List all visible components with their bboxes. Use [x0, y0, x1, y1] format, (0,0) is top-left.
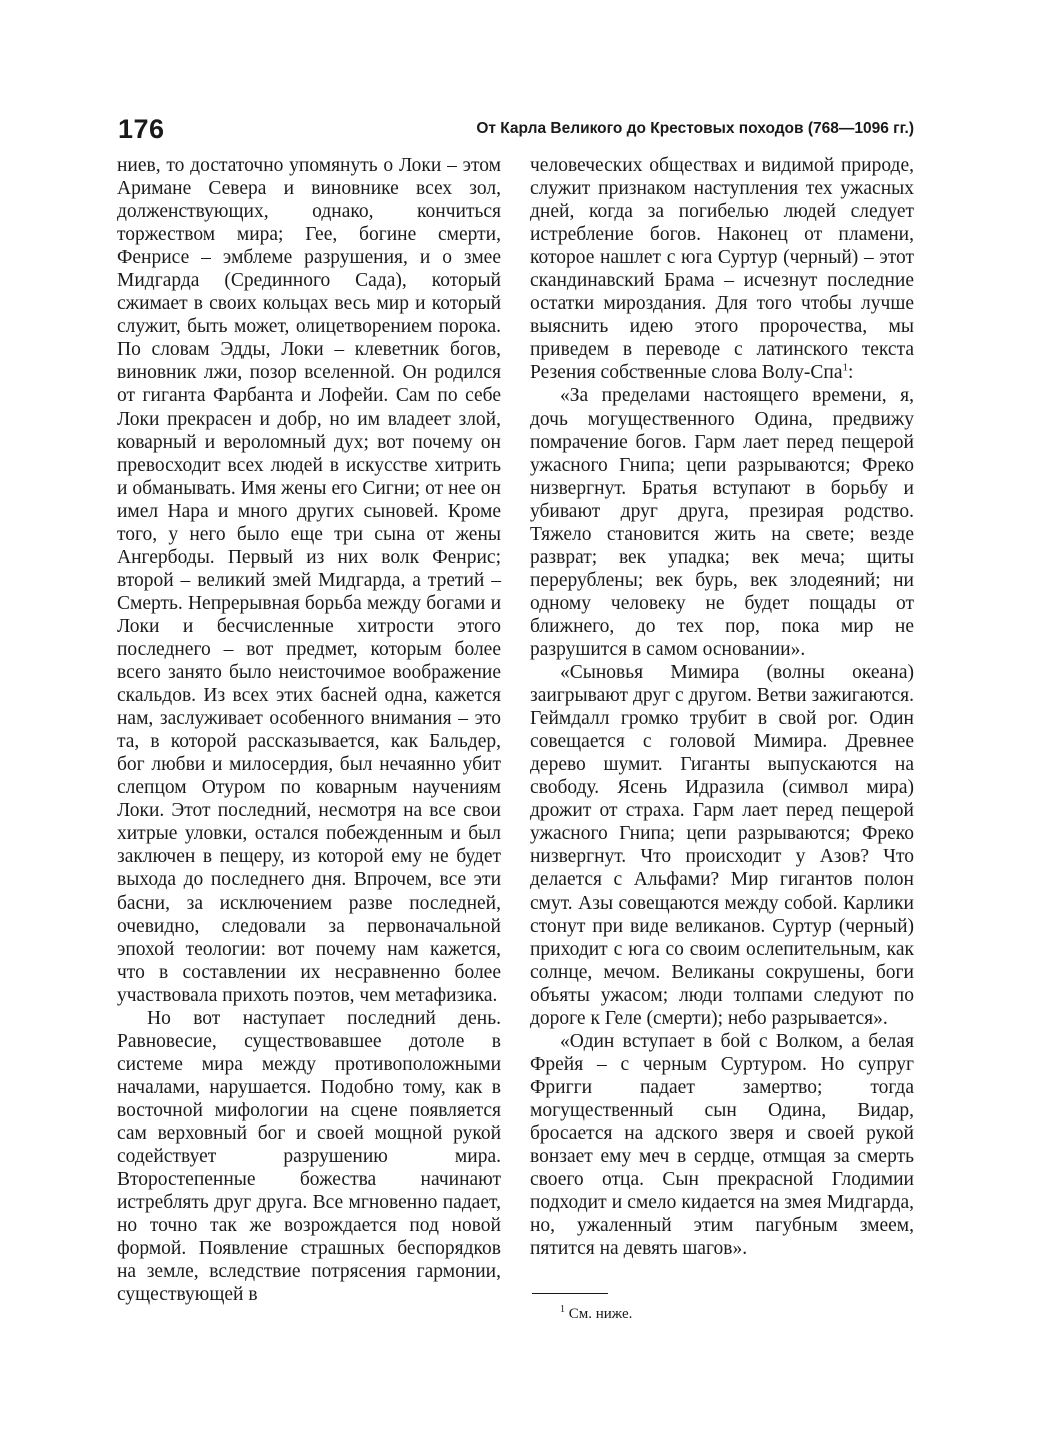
right-paragraph-1-end: :	[848, 362, 854, 384]
right-paragraph-4: «Один вступает в бой с Волком, а белая Фрейя – с черным Суртуром. Но супруг Фригги падает замертво; тогда могущественный сын Одина, Видар, бросается на адского зверя и своей рукой вонзает ему меч в сердце, отмщая за смерть своего отца. Сын прекрасной Глодимии подходит и смело кидается на змея Мидгарда, но, ужаленный этим пагубным змеем, пятится на девять шагов».	[530, 1030, 914, 1260]
footnote	[560, 1304, 632, 1324]
running-head: От Карла Великого до Крестовых походов (768—1096 гг.)	[476, 120, 914, 137]
right-paragraph-3: «Сыновья Мимира (волны океана) заигрывают друг с другом. Ветви зажигаются. Геймдалл громко трубит в свой рог. Один совещается с головой Мимира. Древнее дерево шумит. Гиганты выпускаются на свободу. Ясень Идразила (символ мира) дрожит от страха. Гарм лает перед пещерой ужасного Гнипа; цепи разрываются; Фреко низвергнут. Что происходит у Азов? Что делается с Альфами? Мир гигантов полон смут. Азы совещаются между собой. Карлики стонут при виде великанов. Суртур (черный) приходит с юга со своим ослепительным, как солнце, мечом. Великаны сокрушены, боги объяты ужасом; люди толпами следуют по дороге к Геле (смерти); небо разрывается».	[530, 662, 914, 1029]
footnote-mark: 1	[560, 1304, 565, 1315]
left-paragraph-2: Но вот наступает последний день. Равновесие, существовавшее дотоле в системе мира между противоположными началами, нарушается. Подобно тому, как в восточной мифологии на сцене появляется сам верховный бог и своей мощной рукой содействует разрушению мира. Второстепенные божества начинают истреблять друг друга. Все мгновенно падает, но точно так же возрождается под новой формой. Появление страшных беспорядков на земле, вследствие потрясения гармонии, существующей в	[117, 1007, 501, 1306]
left-paragraph-1: ниев, то достаточно упомянуть о Локи – этом Аримане Севера и виновнике всех зол, долженствующих, однако, кончиться торжеством мира; Гее, богине смерти, Фенрисе – эмблеме разрушения, и о змее Мидгарда (Срединного Сада), который сжимает в своих кольцах весь мир и который служит, быть может, олицетворением порока. По словам Эдды, Локи – клеветник богов, виновник лжи, позор вселенной. Он родился от гиганта Фарбанта и Лофейи. Сам по себе Локи прекрасен и добр, но им владеет злой, коварный и вероломный дух; вот почему он превосходит всех людей в искусстве хитрить и обманывать. Имя жены его Сигни; от нее он имел Нара и много других сыновей. Кроме того, у него было еще три сына от жены Ангербоды. Первый из них волк Фенрис; второй – великий змей Мидгарда, а третий – Смерть. Непрерывная борьба между богами и Локи и бесчисленные хитрости этого последнего – вот предмет, которым более всего занято было неисточимое воображение скальдов. Из всех этих басней одна, кажется нам, заслуживает особенного внимания – это та, в которой рассказывается, как Бальдер, бог любви и милосердия, был нечаянно убит слепцом Отуром по коварным научениям Локи. Этот последний, несмотря на все свои хитрые уловки, остался побежденным и был заключен в пещеру, из которой ему не будет выхода до последнего дня. Впрочем, все эти басни, за исключением разве последней, очевидно, следовали за первоначальной эпохой теологии: вот почему нам кажется, что в составлении их несравненно более участвовала прихоть поэтов, чем метафизика.	[117, 155, 501, 1006]
footnote-text: См. ниже.	[568, 1306, 633, 1322]
page-number: 176	[118, 114, 165, 144]
right-paragraph-1-text: человеческих обществах и видимой природе, служит признаком наступления тех ужасных дней, когда за погибелью людей следует истребление богов. Наконец от пламени, которое нашлет с юга Суртур (черный) – этот скандинавский Брама – исчезнут последние остатки мироздания. Для того чтобы лучше выяснить идею этого пророчества, мы приведем в переводе с латинского текста Резения собственные слова Волу-Спа	[530, 155, 914, 384]
left-column	[117, 154, 501, 1306]
right-paragraph-2: «За пределами настоящего времени, я, дочь могущественного Одина, предвижу помрачение богов. Гарм лает перед пещерой ужасного Гнипа; цепи разрываются; Фреко низвергнут. Братья вступают в борьбу и убивают друг друга, презирая родство. Тяжело становится жить на свете; везде разврат; век упадка; век меча; щиты перерублены; век бурь, век злодеяний; ни одному человеку не будет пощады от ближнего, до тех пор, пока мир не разрушится в самом основании».	[530, 385, 914, 660]
right-column	[530, 154, 914, 1260]
footnote-rule	[532, 1293, 608, 1294]
right-paragraph-1	[530, 154, 914, 384]
footnote-reference: 1	[842, 361, 848, 374]
